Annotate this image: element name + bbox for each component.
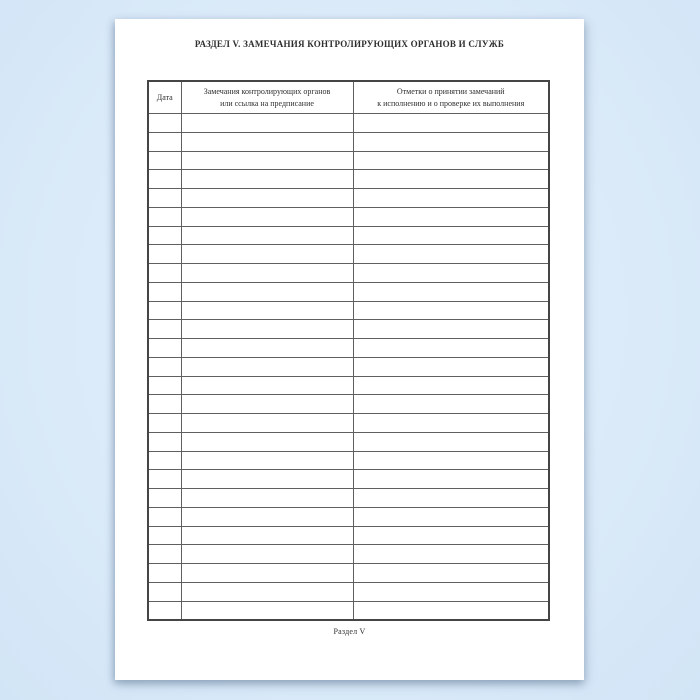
remarks-table (147, 80, 550, 621)
table-row (148, 395, 549, 414)
table-body (148, 114, 549, 621)
table-cell (181, 114, 353, 133)
table-cell (181, 189, 353, 208)
table-cell (353, 414, 549, 433)
table-row (148, 564, 549, 583)
table-cell (181, 395, 353, 414)
table-cell (148, 582, 181, 601)
table-row (148, 432, 549, 451)
table-cell (148, 189, 181, 208)
table-cell (148, 376, 181, 395)
table-cell (181, 432, 353, 451)
table-header (148, 81, 549, 114)
table-row (148, 414, 549, 433)
table-cell (353, 170, 549, 189)
table-cell (148, 432, 181, 451)
table-cell (181, 507, 353, 526)
table-cell (181, 320, 353, 339)
table-cell (148, 489, 181, 508)
header-cell-date-label: Дата (156, 92, 173, 102)
table-cell (148, 245, 181, 264)
page-footer-label: Раздел V (333, 627, 366, 636)
table-cell (181, 170, 353, 189)
table-row (148, 470, 549, 489)
table-row (148, 170, 549, 189)
table-cell (148, 320, 181, 339)
table-cell (181, 414, 353, 433)
table-cell (353, 320, 549, 339)
table-cell (181, 489, 353, 508)
table-row (148, 207, 549, 226)
table-header-row (148, 81, 549, 114)
table-cell (353, 545, 549, 564)
table-row (148, 151, 549, 170)
table-cell (148, 526, 181, 545)
table-row (148, 301, 549, 320)
table-cell (353, 339, 549, 358)
table-cell (353, 489, 549, 508)
table-cell (148, 507, 181, 526)
table-row (148, 357, 549, 376)
table-cell (148, 114, 181, 133)
header-cell-remarks-line1: Замечания контролирующих органов (203, 87, 331, 97)
table-cell (353, 189, 549, 208)
table-cell (353, 601, 549, 620)
table-cell (353, 282, 549, 301)
table-cell (148, 357, 181, 376)
table-cell (148, 301, 181, 320)
table-cell (148, 226, 181, 245)
table-cell (353, 132, 549, 151)
table-cell (148, 170, 181, 189)
table-cell (353, 376, 549, 395)
table-cell (353, 582, 549, 601)
table-row (148, 507, 549, 526)
table-cell (148, 451, 181, 470)
table-row (148, 282, 549, 301)
table-cell (353, 526, 549, 545)
table-cell (353, 470, 549, 489)
table-row (148, 582, 549, 601)
table-cell (181, 582, 353, 601)
table-cell (181, 376, 353, 395)
table-row (148, 226, 549, 245)
table-cell (148, 414, 181, 433)
table-cell (181, 545, 353, 564)
table-cell (148, 282, 181, 301)
table-cell (353, 357, 549, 376)
table-cell (181, 207, 353, 226)
table-row (148, 132, 549, 151)
table-cell (181, 301, 353, 320)
table-cell (181, 601, 353, 620)
table-cell (148, 564, 181, 583)
table-cell (353, 245, 549, 264)
table-cell (353, 264, 549, 283)
table-cell (148, 264, 181, 283)
table-row (148, 189, 549, 208)
table-cell (148, 339, 181, 358)
table-cell (353, 226, 549, 245)
table-row (148, 376, 549, 395)
table-cell (353, 451, 549, 470)
header-cell-marks (353, 81, 549, 114)
table-cell (148, 207, 181, 226)
table-cell (181, 282, 353, 301)
table-cell (181, 151, 353, 170)
table-row (148, 245, 549, 264)
table-cell (181, 357, 353, 376)
document-page (115, 19, 584, 680)
table-cell (353, 432, 549, 451)
table-cell (181, 470, 353, 489)
table-row (148, 320, 549, 339)
table-cell (181, 526, 353, 545)
table-cell (353, 507, 549, 526)
table-row (148, 526, 549, 545)
table-cell (353, 564, 549, 583)
table-cell (353, 151, 549, 170)
table-row (148, 339, 549, 358)
header-cell-marks-line1: Отметки о принятии замечаний (396, 87, 505, 97)
table-cell (353, 301, 549, 320)
table-cell (148, 470, 181, 489)
header-cell-remarks-line2: или ссылка на предписание (220, 98, 314, 108)
table-row (148, 545, 549, 564)
table-cell (181, 245, 353, 264)
table-cell (353, 395, 549, 414)
table-cell (148, 151, 181, 170)
header-cell-marks-line2: к исполнению и о проверке их выполнения (377, 98, 525, 108)
table-cell (181, 264, 353, 283)
table-cell (148, 545, 181, 564)
table-row (148, 264, 549, 283)
table-cell (353, 207, 549, 226)
table-row (148, 601, 549, 620)
table-row (148, 489, 549, 508)
table-cell (148, 132, 181, 151)
table-cell (148, 601, 181, 620)
table-row (148, 114, 549, 133)
table-cell (181, 451, 353, 470)
table-cell (181, 339, 353, 358)
table-row (148, 451, 549, 470)
table-cell (181, 226, 353, 245)
header-cell-remarks (181, 81, 353, 114)
table-cell (353, 114, 549, 133)
header-cell-date (148, 81, 181, 114)
section-title: РАЗДЕЛ V. ЗАМЕЧАНИЯ КОНТРОЛИРУЮЩИХ ОРГАНОВ И СЛУЖБ (194, 39, 505, 49)
table-cell (148, 395, 181, 414)
table-cell (181, 564, 353, 583)
table-cell (181, 132, 353, 151)
